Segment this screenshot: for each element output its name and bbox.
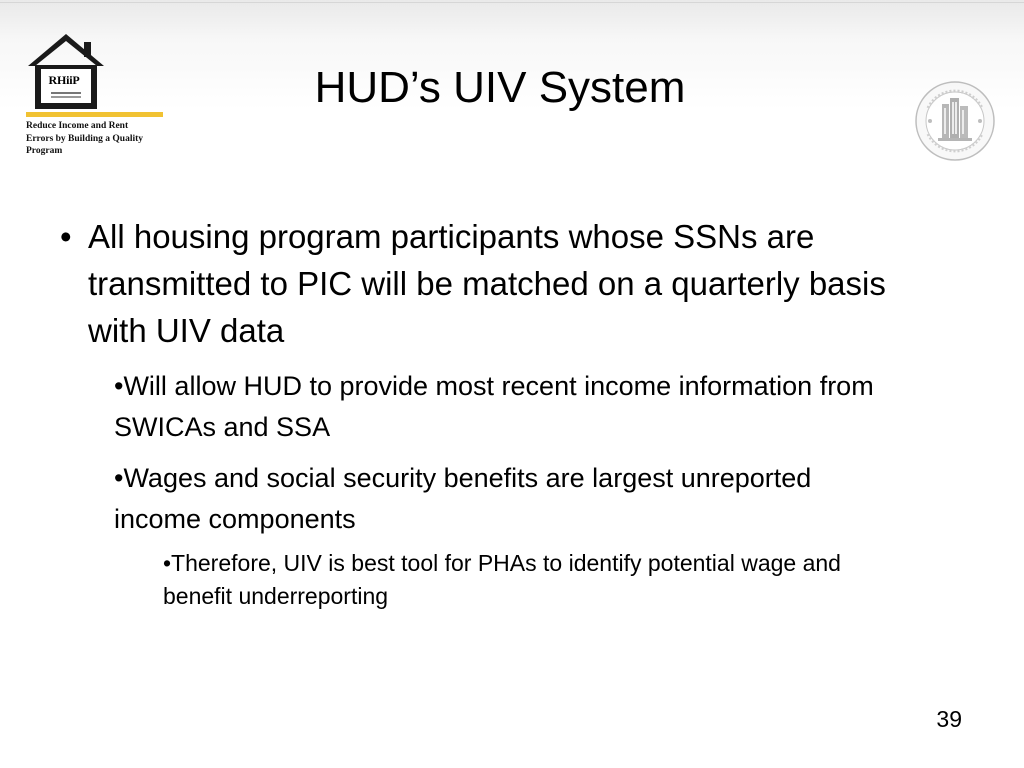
logo-tagline-line: Program bbox=[26, 146, 63, 156]
house-icon bbox=[26, 32, 106, 110]
bullet-level-2: •Wages and social security benefits are largest unreported income components bbox=[114, 463, 812, 534]
bullet-level-3: •Therefore, UIV is best tool for PHAs to identify potential wage and benefit underreporting bbox=[163, 550, 841, 609]
slide-number: 39 bbox=[936, 706, 962, 732]
hud-seal-icon bbox=[914, 80, 996, 162]
bullet-level-1 bbox=[60, 213, 940, 354]
slide-title: HUD’s UIV System bbox=[314, 63, 686, 112]
bullet-level-2: •Will allow HUD to provide most recent income information from SWICAs and SSA bbox=[114, 371, 874, 442]
logo-tagline bbox=[26, 120, 176, 158]
rhiip-mark: RHiiP bbox=[48, 73, 80, 87]
bullet-marker: • bbox=[60, 218, 72, 255]
logo-tagline-line: Errors by Building a Quality bbox=[26, 133, 144, 144]
logo-tagline-line: Reduce Income and Rent bbox=[26, 121, 129, 131]
top-divider bbox=[0, 2, 1024, 3]
rhiip-logo bbox=[22, 32, 172, 172]
bullet-text: All housing program participants whose SSNs are transmitted to PIC will be matched on a quarterly basis with UIV data bbox=[88, 218, 886, 349]
logo-accent-bar bbox=[26, 112, 163, 117]
